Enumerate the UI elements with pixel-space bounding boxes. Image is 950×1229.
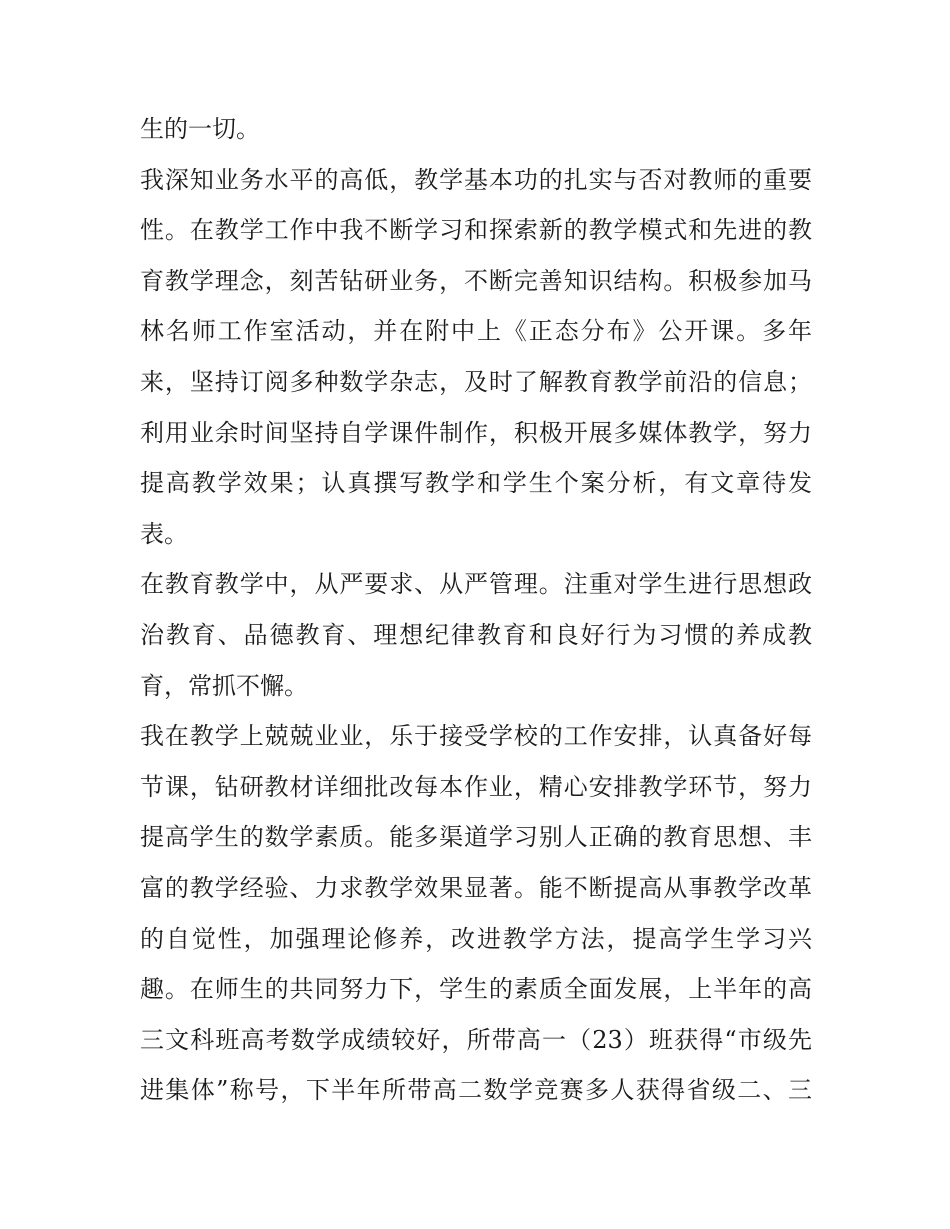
document-body [140,104,812,1116]
text-line: 富的教学经验、力求教学效果显著。能不断提高从事教学改革 [140,873,812,902]
text-line: 林名师工作室活动，并在附中上《正态分布》公开课。多年 [140,317,812,346]
text-line: 性。在教学工作中我不断学习和探索新的教学模式和先进的教 [140,216,812,245]
text-line: 生的一切。 [140,115,260,143]
text-line: 育，常抓不懈。 [140,671,308,700]
text-line: 在教育教学中，从严要求、从严管理。注重对学生进行思想政 [140,570,812,599]
text-line: 利用业余时间坚持自学课件制作，积极开展多媒体教学，努力 [140,418,812,447]
text-line: 进集体”称号，下半年所带高二数学竞赛多人获得省级二、三 [140,1076,812,1105]
text-line: 育教学理念，刻苦钻研业务，不断完善知识结构。积极参加马 [140,266,812,295]
text-line: 来，坚持订阅多种数学杂志，及时了解教育教学前沿的信息； [140,367,812,396]
text-line: 表。 [140,519,188,548]
text-line: 我在教学上兢兢业业，乐于接受学校的工作安排，认真备好每 [140,722,812,751]
text-line: 提高教学效果；认真撰写教学和学生个案分析，有文章待发 [140,469,812,498]
text-line: 趣。在师生的共同努力下，学生的素质全面发展，上半年的高 [140,975,812,1004]
text-line: 提高学生的数学素质。能多渠道学习别人正确的教育思想、丰 [140,823,812,852]
text-line: 我深知业务水平的高低，教学基本功的扎实与否对教师的重要 [140,165,812,194]
text-line: 节课，钻研教材详细批改每本作业，精心安排教学环节，努力 [140,772,812,801]
text-line: 治教育、品德教育、理想纪律教育和良好行为习惯的养成教 [140,620,812,649]
text-line: 的自觉性，加强理论修养，改进教学方法，提高学生学习兴 [140,924,812,953]
text-line: 三文科班高考数学成绩较好，所带高一（23）班获得“市级先 [140,1025,812,1054]
